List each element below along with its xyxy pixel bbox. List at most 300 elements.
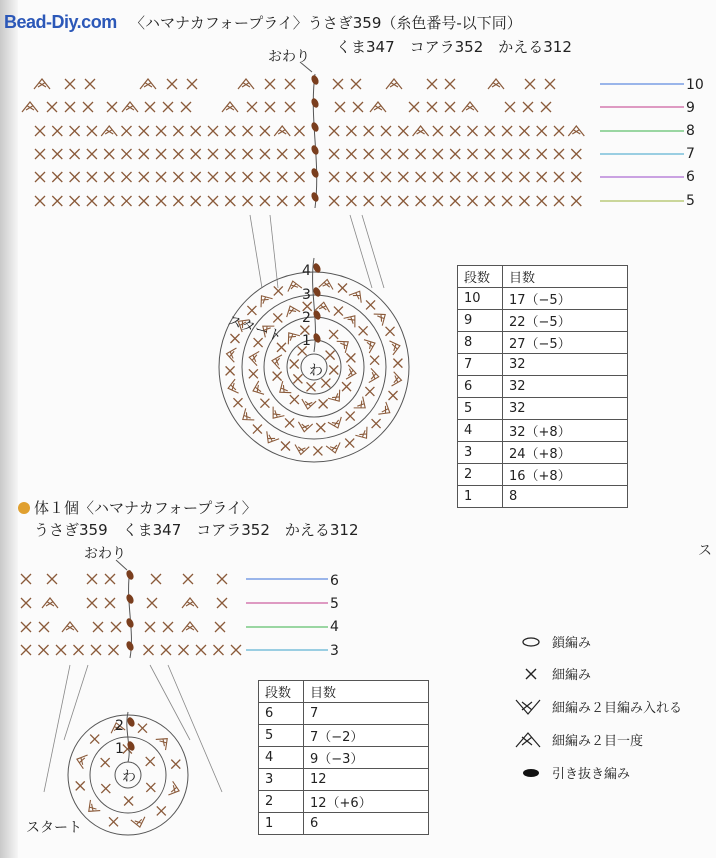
stitch-count-cell: 7: [304, 703, 429, 725]
projection-line: [168, 665, 222, 792]
projection-line: [350, 215, 372, 288]
single-crochet-mark: [260, 172, 270, 182]
table-row: [458, 464, 628, 486]
single-crochet-mark: [87, 598, 97, 608]
legend-slip-stitch: [520, 763, 630, 782]
increase-mark: [344, 311, 361, 327]
table-row: [458, 288, 628, 310]
single-crochet-mark: [139, 196, 149, 206]
single-crochet-mark: [70, 126, 80, 136]
single-crochet-mark: [326, 351, 335, 360]
table-row: [259, 769, 429, 791]
single-crochet-mark: [295, 196, 305, 206]
single-crochet-mark: [409, 102, 419, 112]
round-cell: 9: [458, 310, 503, 332]
increase-mark: [225, 347, 236, 363]
table-row: [458, 310, 628, 332]
part2-ring-label: わ: [122, 769, 136, 785]
stitch-count-cell: 17（−5）: [503, 288, 628, 310]
single-crochet-mark: [519, 172, 529, 182]
single-crochet-mark: [163, 622, 173, 632]
header-round: 段数: [458, 266, 503, 288]
table-row: [458, 442, 628, 464]
increase-mark: [238, 408, 254, 425]
single-crochet-mark: [541, 102, 551, 112]
single-crochet-mark: [450, 149, 460, 159]
single-crochet-mark: [260, 149, 270, 159]
single-crochet-mark: [146, 757, 155, 766]
single-crochet-mark: [537, 149, 547, 159]
cut-off-edge-text: ス: [698, 543, 712, 559]
increase-mark: [374, 309, 390, 326]
single-crochet-mark: [346, 126, 356, 136]
single-crochet-mark: [179, 645, 189, 655]
single-crochet-mark: [342, 382, 351, 391]
table-row: [458, 332, 628, 354]
header-stitches: 目数: [503, 266, 628, 288]
single-crochet-mark: [285, 102, 295, 112]
single-crochet-mark: [519, 149, 529, 159]
increase-mark: [328, 417, 345, 431]
single-crochet-mark: [208, 149, 218, 159]
single-crochet-mark: [208, 196, 218, 206]
single-crochet-mark: [163, 102, 173, 112]
single-crochet-mark: [468, 126, 478, 136]
slip-stitch-mark: [310, 144, 320, 156]
round-cell: 5: [259, 725, 304, 747]
single-crochet-mark: [253, 425, 262, 434]
projection-line: [362, 215, 384, 288]
single-crochet-mark: [91, 645, 101, 655]
single-crochet-mark: [74, 645, 84, 655]
single-crochet-mark: [450, 172, 460, 182]
part1-row-number-8: 8: [686, 123, 695, 139]
single-crochet-mark: [191, 126, 201, 136]
single-crochet-mark: [167, 79, 177, 89]
single-crochet-mark: [83, 102, 93, 112]
table-header-row: [259, 681, 429, 703]
single-crochet-mark: [93, 622, 103, 632]
increase-mark: [268, 407, 285, 423]
round-cell: 1: [458, 486, 503, 508]
part1-row-number-10: 10: [686, 77, 704, 93]
projection-line: [270, 215, 278, 288]
single-crochet-mark: [87, 149, 97, 159]
single-crochet-mark: [364, 149, 374, 159]
end-pointer-line: [300, 62, 312, 72]
decrease-mark: [34, 79, 50, 89]
single-crochet-mark: [122, 172, 132, 182]
single-crochet-mark: [181, 102, 191, 112]
round-cell: 3: [259, 769, 304, 791]
single-crochet-mark: [146, 783, 155, 792]
single-crochet-mark: [260, 399, 269, 408]
single-crochet-mark: [47, 574, 57, 584]
decrease-mark: [568, 126, 584, 136]
single-crochet-mark: [277, 149, 287, 159]
single-crochet-mark: [290, 395, 299, 404]
round-cell: 3: [458, 442, 503, 464]
single-crochet-mark: [571, 149, 581, 159]
single-crochet-mark: [338, 283, 347, 292]
single-crochet-mark: [156, 126, 166, 136]
legend-label: 細編み２目編み入れる: [552, 701, 683, 716]
increase-mark: [283, 329, 300, 345]
round-join-line: [313, 74, 316, 208]
single-crochet-mark: [485, 149, 495, 159]
single-crochet-mark: [139, 172, 149, 182]
single-crochet-mark: [365, 387, 374, 396]
single-crochet-mark: [104, 149, 114, 159]
single-crochet-mark: [187, 79, 197, 89]
part2-start-label: スタート: [26, 820, 82, 836]
slip-stitch-mark: [312, 309, 322, 321]
single-crochet-mark: [111, 622, 121, 632]
single-crochet-mark: [502, 149, 512, 159]
slip-stitch-mark: [310, 121, 320, 133]
single-crochet-mark: [47, 102, 57, 112]
single-crochet-mark: [468, 196, 478, 206]
stitch-count-cell: 32: [503, 376, 628, 398]
increase-mark: [297, 422, 313, 433]
single-crochet-icon: [520, 666, 542, 682]
increase-mark: [286, 279, 302, 291]
single-crochet-mark: [122, 149, 132, 159]
single-crochet-mark: [427, 102, 437, 112]
single-crochet-mark: [329, 172, 339, 182]
single-crochet-mark: [505, 102, 515, 112]
single-crochet-mark: [285, 79, 295, 89]
stitch-count-cell: 12（+6）: [304, 791, 429, 813]
stitch-count-cell: 32（+8）: [503, 420, 628, 442]
single-crochet-mark: [101, 758, 110, 767]
round-cell: 6: [259, 703, 304, 725]
single-crochet-mark: [329, 149, 339, 159]
single-crochet-mark: [147, 598, 157, 608]
single-crochet-mark: [191, 149, 201, 159]
single-crochet-mark: [450, 196, 460, 206]
single-crochet-mark: [122, 126, 132, 136]
decrease-mark: [122, 102, 138, 112]
single-crochet-mark: [226, 366, 235, 375]
single-crochet-mark: [485, 126, 495, 136]
part2-colors: うさぎ359 くま347 コアラ352 かえる312: [34, 521, 359, 539]
stitch-count-cell: 9（−3）: [304, 747, 429, 769]
part1-ring-label: わ: [309, 363, 323, 379]
slip-stitch-mark: [125, 617, 135, 629]
single-crochet-mark: [346, 172, 356, 182]
increase-mark: [168, 781, 181, 797]
single-crochet-mark: [537, 196, 547, 206]
single-crochet-mark: [433, 172, 443, 182]
projection-line: [250, 215, 262, 288]
stitch-count-cell: 8: [503, 486, 628, 508]
decrease-icon: [514, 731, 542, 749]
part1-title: 〈ハマナカフォープライ〉うさぎ359（糸色番号-以下同）: [130, 14, 522, 32]
single-crochet-mark: [217, 598, 227, 608]
stitch-count-cell: 27（−5）: [503, 332, 628, 354]
stitch-count-cell: 6: [304, 813, 429, 835]
single-crochet-mark: [554, 196, 564, 206]
increase-mark: [349, 287, 366, 302]
single-crochet-mark: [554, 172, 564, 182]
table-row: [259, 703, 429, 725]
single-crochet-mark: [52, 126, 62, 136]
single-crochet-mark: [225, 149, 235, 159]
single-crochet-mark: [295, 126, 305, 136]
legend-label: 引き抜き編み: [552, 767, 631, 782]
single-crochet-mark: [173, 172, 183, 182]
slip-stitch-mark: [312, 332, 322, 344]
single-crochet-mark: [277, 196, 287, 206]
single-crochet-mark: [243, 172, 253, 182]
single-crochet-mark: [335, 102, 345, 112]
section-bullet-icon: [18, 502, 30, 514]
single-crochet-mark: [398, 172, 408, 182]
single-crochet-mark: [35, 196, 45, 206]
single-crochet-mark: [104, 196, 114, 206]
single-crochet-mark: [353, 102, 363, 112]
single-crochet-mark: [485, 172, 495, 182]
decrease-mark: [274, 126, 290, 136]
single-crochet-mark: [104, 172, 114, 182]
single-crochet-mark: [295, 149, 305, 159]
single-crochet-mark: [366, 300, 375, 309]
decrease-mark: [22, 102, 38, 112]
round-cell: 10: [458, 288, 503, 310]
single-crochet-mark: [450, 126, 460, 136]
single-crochet-mark: [87, 574, 97, 584]
single-crochet-mark: [173, 126, 183, 136]
single-crochet-mark: [21, 645, 31, 655]
round-cell: 2: [458, 464, 503, 486]
single-crochet-mark: [468, 149, 478, 159]
single-crochet-mark: [105, 598, 115, 608]
single-crochet-mark: [523, 102, 533, 112]
part1-ring-number-2: 2: [302, 310, 311, 326]
stitch-count-cell: 32: [503, 398, 628, 420]
increase-mark: [131, 817, 147, 829]
part1-end-label: おわり: [268, 49, 310, 65]
single-crochet-mark: [85, 79, 95, 89]
round-cell: 1: [259, 813, 304, 835]
single-crochet-mark: [260, 196, 270, 206]
single-crochet-mark: [145, 622, 155, 632]
single-crochet-mark: [346, 196, 356, 206]
single-crochet-mark: [519, 196, 529, 206]
single-crochet-mark: [329, 365, 338, 374]
single-crochet-mark: [364, 196, 374, 206]
part2-ring-number-1: 1: [115, 741, 124, 757]
part1-row-number-7: 7: [686, 146, 695, 162]
single-crochet-mark: [273, 372, 282, 381]
single-crochet-mark: [290, 360, 299, 369]
single-crochet-mark: [21, 574, 31, 584]
single-crochet-mark: [427, 79, 437, 89]
single-crochet-mark: [243, 196, 253, 206]
watermark-logo: Bead-Diy.com: [4, 12, 117, 32]
single-crochet-mark: [139, 149, 149, 159]
single-crochet-mark: [319, 399, 328, 408]
part1-start-label: スタート: [225, 312, 284, 346]
increase-mark: [248, 350, 259, 366]
single-crochet-mark: [398, 196, 408, 206]
increase-icon: [514, 698, 542, 716]
single-crochet-mark: [502, 196, 512, 206]
stitch-count-cell: 22（−5）: [503, 310, 628, 332]
part2-row-number-6: 6: [330, 573, 339, 589]
single-crochet-mark: [537, 172, 547, 182]
increase-mark: [156, 733, 172, 750]
single-crochet-mark: [105, 574, 115, 584]
single-crochet-mark: [329, 196, 339, 206]
single-crochet-mark: [316, 423, 325, 432]
part1-row-number-6: 6: [686, 169, 695, 185]
single-crochet-mark: [307, 382, 316, 391]
single-crochet-mark: [151, 574, 161, 584]
single-crochet-mark: [346, 412, 355, 421]
round-cell: 2: [259, 791, 304, 813]
increase-mark: [378, 402, 393, 419]
single-crochet-mark: [138, 724, 147, 733]
single-crochet-mark: [381, 172, 391, 182]
part1-ring-number-3: 3: [302, 287, 311, 303]
table-row: [259, 813, 429, 835]
single-crochet-mark: [76, 781, 85, 790]
decrease-mark: [182, 598, 198, 608]
single-crochet-mark: [416, 196, 426, 206]
part1-ring-number-4: 4: [302, 263, 311, 279]
single-crochet-mark: [329, 126, 339, 136]
slip-stitch-mark: [125, 640, 135, 652]
round-cell: 4: [458, 420, 503, 442]
increase-mark: [256, 291, 273, 307]
single-crochet-mark: [554, 149, 564, 159]
slip-stitch-mark: [125, 593, 135, 605]
decrease-mark: [101, 126, 117, 136]
increase-mark: [369, 368, 380, 384]
increase-mark: [315, 301, 331, 312]
legend-label: 鎖編み: [552, 636, 592, 651]
decrease-mark: [370, 102, 386, 112]
single-crochet-mark: [217, 574, 227, 584]
single-crochet-mark: [173, 196, 183, 206]
single-crochet-mark: [109, 817, 118, 826]
table-row: [458, 420, 628, 442]
slip-stitch-icon: [520, 767, 542, 779]
slip-stitch-mark: [125, 569, 135, 581]
increase-mark: [319, 278, 335, 289]
single-crochet-mark: [313, 446, 322, 455]
increase-mark: [283, 303, 300, 317]
part2-row-number-4: 4: [330, 619, 339, 635]
single-crochet-mark: [225, 196, 235, 206]
single-crochet-mark: [144, 645, 154, 655]
single-crochet-mark: [293, 374, 302, 383]
table-row: [259, 791, 429, 813]
round-cell: 8: [458, 332, 503, 354]
single-crochet-mark: [231, 645, 241, 655]
single-crochet-mark: [243, 149, 253, 159]
single-crochet-mark: [109, 645, 119, 655]
stitch-count-cell: 16（+8）: [503, 464, 628, 486]
single-crochet-mark: [295, 172, 305, 182]
chain-stitch-icon: [520, 636, 542, 648]
stitch-count-cell: 12: [304, 769, 429, 791]
single-crochet-mark: [351, 79, 361, 89]
single-crochet-mark: [87, 172, 97, 182]
single-crochet-mark: [416, 149, 426, 159]
single-crochet-mark: [173, 149, 183, 159]
legend-single-crochet: [520, 664, 591, 683]
increase-mark: [226, 379, 238, 395]
stitch-count-cell: 24（+8）: [503, 442, 628, 464]
single-crochet-mark: [247, 102, 257, 112]
single-crochet-mark: [156, 149, 166, 159]
single-crochet-mark: [191, 172, 201, 182]
single-crochet-mark: [87, 126, 97, 136]
single-crochet-mark: [145, 102, 155, 112]
single-crochet-mark: [215, 622, 225, 632]
increase-mark: [294, 445, 310, 456]
single-crochet-mark: [230, 334, 239, 343]
decrease-mark: [488, 79, 504, 89]
single-crochet-mark: [370, 356, 379, 365]
increase-mark: [250, 381, 264, 398]
single-crochet-mark: [225, 172, 235, 182]
increase-mark: [389, 339, 401, 355]
single-crochet-mark: [485, 196, 495, 206]
single-crochet-mark: [35, 149, 45, 159]
increase-mark: [355, 427, 372, 443]
single-crochet-mark: [571, 196, 581, 206]
single-crochet-mark: [70, 172, 80, 182]
single-crochet-mark: [398, 149, 408, 159]
decrease-mark: [413, 126, 429, 136]
round-cell: 5: [458, 398, 503, 420]
single-crochet-mark: [346, 149, 356, 159]
legend-chain-stitch: [520, 632, 591, 651]
single-crochet-mark: [346, 353, 355, 362]
single-crochet-mark: [281, 442, 290, 451]
increase-mark: [337, 336, 353, 353]
part2-end-label: おわり: [84, 546, 126, 562]
single-crochet-mark: [39, 622, 49, 632]
increase-mark: [84, 800, 100, 817]
legend-decrease: [514, 730, 643, 749]
single-crochet-mark: [196, 645, 206, 655]
single-crochet-mark: [122, 196, 132, 206]
decrease-mark: [386, 79, 402, 89]
single-crochet-mark: [249, 369, 258, 378]
single-crochet-mark: [65, 102, 75, 112]
single-crochet-mark: [156, 172, 166, 182]
table-header-row: [458, 266, 628, 288]
round-cell: 6: [458, 376, 503, 398]
single-crochet-mark: [537, 126, 547, 136]
single-crochet-mark: [171, 760, 180, 769]
single-crochet-mark: [183, 574, 193, 584]
single-crochet-mark: [445, 102, 455, 112]
table-row: [458, 376, 628, 398]
part1-colors: くま347 コアラ352 かえる312: [336, 38, 572, 56]
single-crochet-mark: [381, 149, 391, 159]
increase-mark: [262, 431, 279, 446]
increase-mark: [301, 399, 317, 410]
single-crochet-mark: [333, 79, 343, 89]
single-crochet-mark: [70, 196, 80, 206]
slip-stitch-mark: [310, 191, 320, 203]
